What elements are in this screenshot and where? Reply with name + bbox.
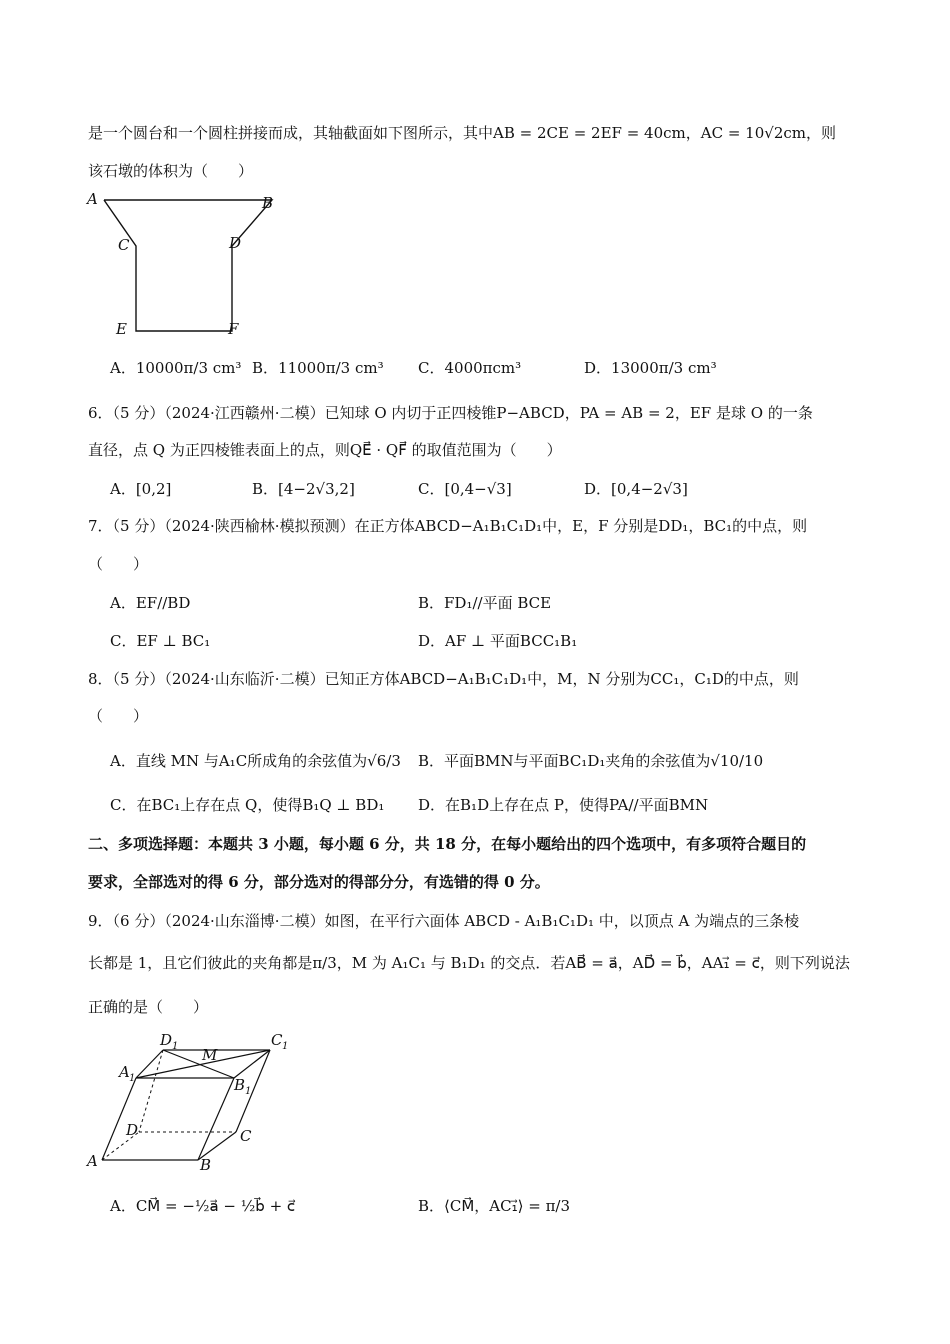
- q5-line-1: 是一个圆台和一个圆柱拼接而成，其轴截面如下图所示，其中AB = 2CE = 2EF = 40cm，AC = 10√2cm，则: [88, 124, 836, 142]
- q7-option-d: D．AF ⊥ 平面BCC₁B₁: [418, 632, 578, 650]
- svg-text:1: 1: [282, 1041, 289, 1052]
- q5-label-a: A: [87, 190, 98, 208]
- q9-line-1: 9．（6 分）（2024·山东淄博·二模）如图，在平行六面体 ABCD - A₁B₁C₁D₁ 中，以顶点 A 为端点的三条棱: [88, 912, 800, 930]
- q5-option-c: C．4000πcm³: [418, 359, 522, 377]
- q7-line-2: （ ）: [88, 555, 149, 573]
- q5-section-outline: [104, 200, 272, 331]
- q9-parallelepiped-figure: [84, 1028, 300, 1178]
- q9-option-b: B．⟨CM⃗，AC₁⃗⟩ = π/3: [418, 1197, 571, 1215]
- q9-line-2: 长都是 1，且它们彼此的夹角都是π/3，M 为 A₁C₁ 与 B₁D₁ 的交点．若AB⃗ = a⃗，AD⃗ = b⃗，AA₁⃗ = c⃗，则下列说法: [88, 954, 850, 972]
- q5-option-a: A．10000π/3 cm³: [110, 359, 242, 377]
- q5-axial-section-figure: [84, 188, 284, 348]
- q7-option-b: B．FD₁//平面 BCE: [418, 594, 552, 612]
- q7-line-1: 7．（5 分）（2024·陕西榆林·模拟预测）在正方体ABCD−A₁B₁C₁D₁中，E，F 分别是DD₁，BC₁的中点，则: [88, 517, 808, 535]
- q6-option-a: A．[0,2]: [110, 480, 172, 498]
- q5-label-c: C: [118, 236, 130, 254]
- q8-line-2: （ ）: [88, 707, 149, 725]
- q7-option-c: C．EF ⊥ BC₁: [110, 632, 211, 650]
- svg-text:1: 1: [172, 1041, 179, 1052]
- q5-option-d: D．13000π/3 cm³: [584, 359, 717, 377]
- q8-line-1: 8．（5 分）（2024·山东临沂·二模）已知正方体ABCD−A₁B₁C₁D₁中，M，N 分别为CC₁，C₁D的中点，则: [88, 670, 799, 688]
- q9-label-c: C: [240, 1127, 252, 1145]
- q9-label-m: M: [202, 1046, 218, 1064]
- q6-option-b: B．[4−2√3,2]: [252, 480, 355, 498]
- q9-label-b1: B: [234, 1076, 246, 1094]
- q8-option-d: D．在B₁D上存在点 P，使得PA//平面BMN: [418, 796, 709, 814]
- q6-option-c: C．[0,4−√3]: [418, 480, 512, 498]
- q6-line-1: 6．（5 分）（2024·江西赣州·二模）已知球 O 内切于正四棱锥P−ABCD，PA = AB = 2，EF 是球 O 的一条: [88, 404, 813, 422]
- q9-label-d1: D: [160, 1031, 173, 1049]
- q9-label-a: A: [87, 1152, 98, 1170]
- section2-instructions-line-2: 要求，全部选对的得 6 分，部分选对的得部分分，有选错的得 0 分。: [88, 873, 550, 891]
- q5-label-f: F: [228, 320, 239, 338]
- q9-option-a: A．CM⃗ = −½a⃗ − ½b⃗ + c⃗: [110, 1197, 296, 1215]
- q5-line-2: 该石墩的体积为（ ）: [88, 162, 254, 180]
- q5-label-d: D: [229, 234, 242, 252]
- q7-option-a: A．EF//BD: [110, 594, 191, 612]
- q9-line-3: 正确的是（ ）: [88, 998, 209, 1016]
- svg-text:1: 1: [245, 1086, 252, 1097]
- section2-instructions-line-1: 二、多项选择题：本题共 3 小题，每小题 6 分，共 18 分，在每小题给出的四个选项中，有多项符合题目的: [88, 835, 807, 853]
- q8-option-b: B．平面BMN与平面BC₁D₁夹角的余弦值为√10/10: [418, 752, 764, 770]
- q5-label-e: E: [116, 320, 127, 338]
- q8-option-c: C．在BC₁上存在点 Q，使得B₁Q ⊥ BD₁: [110, 796, 385, 814]
- q9-label-b: B: [200, 1156, 212, 1174]
- q5-label-b: B: [262, 194, 274, 212]
- svg-text:1: 1: [129, 1073, 136, 1084]
- q9-label-c1: C: [271, 1031, 283, 1049]
- q6-line-2: 直径，点 Q 为正四棱锥表面上的点，则QE⃗ · QF⃗ 的取值范围为（ ）: [88, 441, 562, 459]
- q9-label-d: D: [126, 1121, 139, 1139]
- q8-option-a: A．直线 MN 与A₁C所成角的余弦值为√6/3: [110, 752, 401, 770]
- q9-label-a1: A: [119, 1063, 130, 1081]
- q5-option-b: B．11000π/3 cm³: [252, 359, 384, 377]
- q6-option-d: D．[0,4−2√3]: [584, 480, 688, 498]
